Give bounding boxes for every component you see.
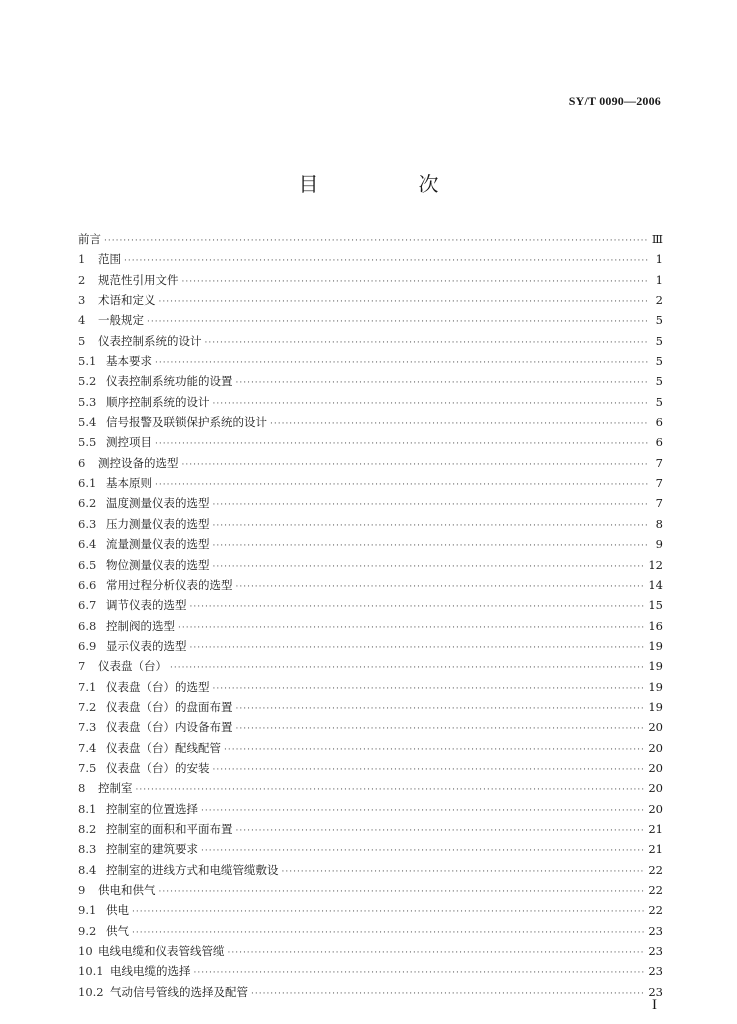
toc-entry-number: 8.3	[78, 842, 97, 857]
toc-entry-page: 2	[655, 293, 663, 308]
toc-leader-dots	[224, 745, 645, 755]
toc-entry-page: 23	[648, 984, 663, 999]
toc-entry-title: 仪表盘（台）的安装	[106, 760, 210, 775]
toc-entry-number: 9	[78, 883, 86, 897]
toc-entry-title: 电线电缆的选择	[110, 964, 191, 979]
toc-leader-dots	[201, 846, 645, 856]
toc-entry-title: 温度测量仪表的选型	[106, 496, 210, 511]
toc-entry[interactable]	[78, 719, 663, 739]
toc-entry-title: 基本要求	[106, 354, 152, 369]
toc-entry-number: 4	[78, 313, 86, 328]
toc-entry-number: 7.3	[78, 720, 97, 735]
toc-leader-dots	[213, 541, 649, 551]
toc-entry-title: 前言	[78, 232, 101, 246]
toc-entry-title: 一般规定	[98, 313, 144, 328]
toc-leader-dots	[213, 765, 646, 775]
toc-leader-dots	[132, 907, 645, 917]
toc-leader-dots	[213, 521, 649, 531]
toc-entry-title: 物位测量仪表的选型	[106, 557, 210, 572]
toc-entry-title: 仪表控制系统的设计	[98, 333, 202, 348]
toc-entry-page: 5	[655, 374, 663, 389]
toc-entry-number: 5.5	[78, 435, 97, 450]
toc-entry-title: 测控项目	[106, 435, 152, 450]
toc-entry-page: 12	[648, 557, 663, 572]
toc-entry-page: 22	[648, 883, 663, 897]
toc-leader-dots	[236, 378, 649, 388]
toc-entry[interactable]	[78, 455, 663, 475]
toc-entry-title: 基本原则	[106, 476, 152, 491]
toc-entry[interactable]	[78, 740, 663, 760]
toc-entry-number: 9.2	[78, 923, 97, 938]
toc-leader-dots	[155, 480, 648, 490]
toc-leader-dots	[251, 989, 645, 999]
toc-entry-number: 10.1	[78, 964, 104, 979]
toc-entry[interactable]	[78, 943, 663, 963]
toc-leader-dots	[236, 582, 646, 592]
toc-entry-title: 常用过程分析仪表的选型	[106, 577, 233, 592]
toc-leader-dots	[213, 500, 649, 510]
toc-entry[interactable]	[78, 272, 663, 292]
toc-entry-page: 20	[648, 801, 663, 816]
toc-entry-number: 8.4	[78, 862, 97, 877]
toc-entry-number: 5.1	[78, 354, 97, 369]
toc-entry[interactable]	[78, 292, 663, 312]
toc-entry-number: 7	[78, 659, 86, 674]
toc-leader-dots	[147, 317, 648, 327]
toc-leader-dots	[159, 887, 646, 897]
toc-entry-page: 22	[648, 903, 663, 918]
toc-entry-page: 5	[655, 313, 663, 328]
toc-entry-title: 供电	[106, 903, 129, 918]
toc-entry-number: 6	[78, 455, 86, 470]
toc-entry-title: 气动信号管线的选择及配管	[110, 984, 248, 999]
toc-leader-dots	[178, 623, 645, 633]
toc-entry-title: 供气	[106, 923, 129, 938]
toc-leader-dots	[155, 439, 648, 449]
toc-entry-page: 7	[655, 496, 663, 511]
toc-entry-number: 7.1	[78, 679, 97, 694]
toc-entry-number: 8.1	[78, 801, 97, 816]
toc-entry-title: 控制室的建筑要求	[106, 842, 198, 857]
toc-entry-title: 控制阀的选型	[106, 618, 175, 633]
toc-entry-number: 5.3	[78, 394, 97, 409]
table-of-contents	[78, 231, 663, 1004]
toc-entry[interactable]	[78, 414, 663, 434]
toc-entry-title: 仪表盘（台）内设备布置	[106, 720, 233, 735]
toc-entry-number: 6.5	[78, 557, 97, 572]
toc-entry[interactable]	[78, 862, 663, 882]
toc-entry[interactable]	[78, 821, 663, 841]
toc-leader-dots	[190, 602, 646, 612]
toc-entry-number: 7.4	[78, 740, 97, 755]
toc-entry-page: 23	[648, 923, 663, 938]
toc-entry-page: 5	[655, 394, 663, 409]
toc-entry-title: 顺序控制系统的设计	[106, 394, 210, 409]
toc-entry-title: 显示仪表的选型	[106, 638, 187, 653]
toc-leader-dots	[236, 724, 646, 734]
toc-entry-page: 6	[655, 435, 663, 450]
toc-entry-page: 14	[648, 577, 663, 592]
toc-entry-number: 6.2	[78, 496, 97, 511]
toc-entry[interactable]	[78, 963, 663, 983]
toc-entry-number: 8.2	[78, 821, 97, 836]
toc-entry[interactable]	[78, 557, 663, 577]
toc-entry-page: 23	[648, 944, 663, 959]
toc-entry[interactable]	[78, 699, 663, 719]
toc-leader-dots	[155, 358, 648, 368]
toc-entry-page: 9	[655, 537, 663, 552]
toc-entry-page: 1	[655, 272, 663, 287]
toc-entry[interactable]	[78, 841, 663, 861]
toc-entry-page: 7	[655, 455, 663, 470]
toc-entry[interactable]	[78, 475, 663, 495]
toc-leader-dots	[182, 277, 649, 287]
toc-leader-dots	[170, 663, 645, 673]
toc-entry-page: 19	[648, 699, 663, 714]
toc-leader-dots	[236, 704, 646, 714]
toc-entry[interactable]	[78, 394, 663, 414]
toc-entry-page: 5	[655, 354, 663, 369]
toc-entry-number: 6.6	[78, 577, 97, 592]
toc-entry-number: 5	[78, 333, 86, 348]
toc-entry-number: 6.7	[78, 598, 97, 613]
toc-entry-page: 21	[648, 821, 663, 836]
toc-entry-number: 6.3	[78, 516, 97, 531]
toc-entry-page: 19	[648, 679, 663, 694]
page-title: 目 次	[298, 172, 479, 196]
toc-entry[interactable]	[78, 516, 663, 536]
toc-entry-page: 20	[648, 781, 663, 796]
toc-entry-page: 8	[655, 516, 663, 531]
toc-leader-dots	[159, 297, 649, 307]
toc-entry-number: 10.2	[78, 984, 104, 999]
toc-entry[interactable]	[78, 638, 663, 658]
toc-entry-page: 20	[648, 760, 663, 775]
toc-leader-dots	[282, 867, 646, 877]
toc-entry[interactable]	[78, 333, 663, 353]
toc-entry[interactable]	[78, 312, 663, 332]
standard-code: SY/T 0090—2006	[568, 94, 661, 108]
footer-page-number: I	[652, 997, 657, 1013]
toc-entry-page: 23	[648, 964, 663, 979]
toc-leader-dots	[201, 806, 645, 816]
toc-entry[interactable]	[78, 495, 663, 515]
toc-leader-dots	[205, 338, 649, 348]
toc-entry[interactable]	[78, 251, 663, 271]
toc-entry[interactable]	[78, 231, 663, 251]
toc-entry-page: 16	[648, 618, 663, 633]
toc-leader-dots	[190, 643, 646, 653]
toc-entry-number: 1	[78, 252, 86, 267]
toc-entry-title: 仪表盘（台）配线配管	[106, 740, 221, 755]
toc-entry[interactable]	[78, 760, 663, 780]
toc-entry-number: 7.2	[78, 699, 97, 714]
toc-entry[interactable]	[78, 780, 663, 800]
toc-entry-number: 6.4	[78, 537, 97, 552]
toc-entry-number: 10	[78, 944, 93, 959]
toc-entry-page: Ⅲ	[651, 232, 663, 246]
toc-entry-page: 1	[655, 252, 663, 267]
toc-entry-title: 供电和供气	[98, 883, 156, 897]
toc-entry[interactable]	[78, 902, 663, 922]
toc-entry-title: 仪表盘（台）	[98, 659, 167, 674]
toc-entry-number: 5.2	[78, 374, 97, 389]
toc-entry-page: 7	[655, 476, 663, 491]
toc-leader-dots	[213, 562, 646, 572]
toc-entry-title: 信号报警及联锁保护系统的设计	[106, 415, 267, 430]
toc-entry-page: 20	[648, 720, 663, 735]
toc-entry-page: 5	[655, 333, 663, 348]
toc-entry-page: 22	[648, 862, 663, 877]
toc-entry[interactable]	[78, 536, 663, 556]
toc-entry-title: 范围	[98, 252, 121, 267]
toc-leader-dots	[136, 785, 646, 795]
toc-entry-title: 控制室的面积和平面布置	[106, 821, 233, 836]
toc-entry-title: 仪表盘（台）的盘面布置	[106, 699, 233, 714]
toc-entry-title: 电线电缆和仪表管线管缆	[98, 944, 225, 959]
toc-entry-title: 控制室的位置选择	[106, 801, 198, 816]
toc-entry-number: 6.9	[78, 638, 97, 653]
toc-entry-title: 流量测量仪表的选型	[106, 537, 210, 552]
toc-entry-page: 15	[648, 598, 663, 613]
toc-leader-dots	[213, 684, 646, 694]
toc-entry-title: 控制室	[98, 781, 133, 796]
toc-entry-title: 调节仪表的选型	[106, 598, 187, 613]
toc-entry[interactable]	[78, 618, 663, 638]
toc-entry[interactable]	[78, 679, 663, 699]
toc-leader-dots	[182, 460, 649, 470]
toc-entry-number: 6.1	[78, 476, 97, 491]
toc-leader-dots	[236, 826, 646, 836]
toc-entry[interactable]	[78, 801, 663, 821]
toc-entry-number: 7.5	[78, 760, 97, 775]
toc-entry-title: 控制室的进线方式和电缆管缆敷设	[106, 862, 279, 877]
toc-entry-page: 6	[655, 415, 663, 430]
toc-entry-title: 仪表控制系统功能的设置	[106, 374, 233, 389]
toc-entry[interactable]	[78, 984, 663, 1004]
toc-entry-number: 6.8	[78, 618, 97, 633]
toc-entry-title: 压力测量仪表的选型	[106, 516, 210, 531]
toc-entry-page: 20	[648, 740, 663, 755]
toc-entry[interactable]	[78, 658, 663, 678]
toc-entry-number: 9.1	[78, 903, 97, 918]
toc-entry-page: 19	[648, 638, 663, 653]
toc-entry-page: 21	[648, 842, 663, 857]
toc-leader-dots	[213, 399, 649, 409]
toc-entry-number: 3	[78, 293, 86, 308]
toc-entry-page: 19	[648, 659, 663, 674]
toc-entry-number: 5.4	[78, 415, 97, 430]
toc-entry-title: 仪表盘（台）的选型	[106, 679, 210, 694]
toc-entry-number: 8	[78, 781, 86, 796]
toc-entry[interactable]	[78, 597, 663, 617]
toc-leader-dots	[270, 419, 648, 429]
toc-entry[interactable]	[78, 434, 663, 454]
toc-entry-title: 术语和定义	[98, 293, 156, 308]
toc-leader-dots	[104, 236, 648, 246]
toc-leader-dots	[124, 256, 648, 266]
toc-entry-number: 2	[78, 272, 86, 287]
toc-leader-dots	[228, 948, 646, 958]
toc-entry[interactable]	[78, 923, 663, 943]
toc-entry[interactable]	[78, 373, 663, 393]
toc-entry[interactable]	[78, 882, 663, 902]
toc-leader-dots	[132, 928, 645, 938]
toc-entry[interactable]	[78, 577, 663, 597]
toc-leader-dots	[194, 968, 646, 978]
toc-entry-title: 测控设备的选型	[98, 455, 179, 470]
toc-entry[interactable]	[78, 353, 663, 373]
toc-entry-title: 规范性引用文件	[98, 272, 179, 287]
